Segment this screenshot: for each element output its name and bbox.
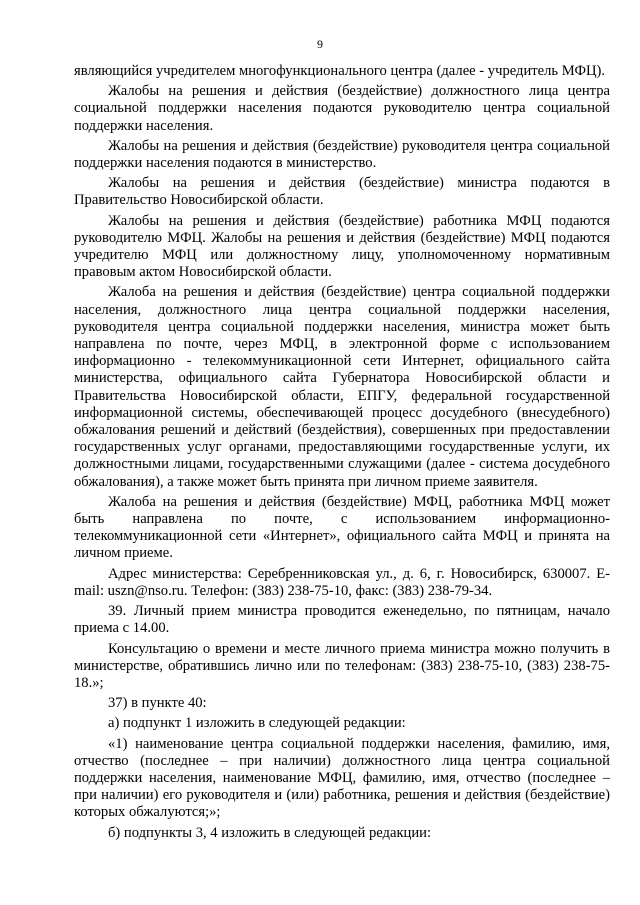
paragraph: Жалоба на решения и действия (бездействие) МФЦ, работника МФЦ может быть направлена по почте, с использованием информационно-телекоммуникационной сети «Интернет», официального сайта МФЦ и принята на личном приеме.: [74, 493, 610, 562]
document-body: [74, 63, 610, 845]
paragraph: Жалобы на решения и действия (бездействие) работника МФЦ подаются руководителю МФЦ. Жалобы на решения и действия (бездействие) МФЦ подаются учредителю МФЦ или должностному лицу, уполномоченному нормативным правовым актом Новосибирской области.: [74, 212, 610, 281]
paragraph: Консультацию о времени и месте личного приема министра можно получить в министерстве, обратившись лично или по телефонам: (383) 238-75-10, (383) 238-75-18.»;: [74, 640, 610, 691]
paragraph: «1) наименование центра социальной поддержки населения, фамилию, имя, отчество (последнее – при наличии) должностного лица центра социальной поддержки населения, наименование МФЦ, фамилию, имя, отчество (последнее – при наличии) его руководителя и (или) работника, решения и действия (бездействие) которых обжалуются;»;: [74, 735, 610, 821]
paragraph: являющийся учредителем многофункционального центра (далее - учредитель МФЦ).: [74, 63, 606, 79]
paragraph: Жалобы на решения и действия (бездействие) должностного лица центра социальной поддержки населения подаются руководителю центра социальной поддержки населения.: [74, 83, 610, 134]
paragraph: Жалобы на решения и действия (бездействие) министра подаются в Правительство Новосибирской области.: [74, 175, 610, 209]
paragraph: а) подпункт 1 изложить в следующей редакции:: [108, 715, 406, 732]
paragraph: 39. Личный прием министра проводится еженедельно, по пятницам, начало приема с 14.00.: [74, 603, 610, 637]
page-number: 9: [317, 37, 323, 51]
paragraph: 37) в пункте 40:: [108, 695, 207, 712]
paragraph: Адрес министерства: Серебренниковская ул., д. 6, г. Новосибирск, 630007. E-mail: uszn@nso.ru. Телефон: (383) 238-75-10, факс: (383) 238-79-34.: [74, 565, 610, 599]
paragraph: б) подпункты 3, 4 изложить в следующей редакции:: [108, 824, 432, 841]
paragraph: Жалобы на решения и действия (бездействие) руководителя центра социальной поддержки населения подаются в министерство.: [74, 137, 610, 172]
paragraph: Жалоба на решения и действия (бездействие) центра социальной поддержки населения, должностного лица центра социальной поддержки населения, руководителя центра социальной поддержки населения, министра может быть направлена по почте, через МФЦ, в электронной форме с использованием информационно - телекоммуникационной сети Интернет, официального сайта министерства, официального сайта Губернатора Новосибирской области и Правительства Новосибирской области, ЕПГУ, федеральной государственной информационной системы, обеспечивающей процесс досудебного (внесудебного) обжалования решений и действий (бездействия), совершенных при предоставлении государственных услуг органами, предоставляющими государственные услуги, их должностными лицами, государственными служащими (далее - система досудебного обжалования), а также может быть принята при личном приеме заявителя.: [74, 284, 610, 490]
